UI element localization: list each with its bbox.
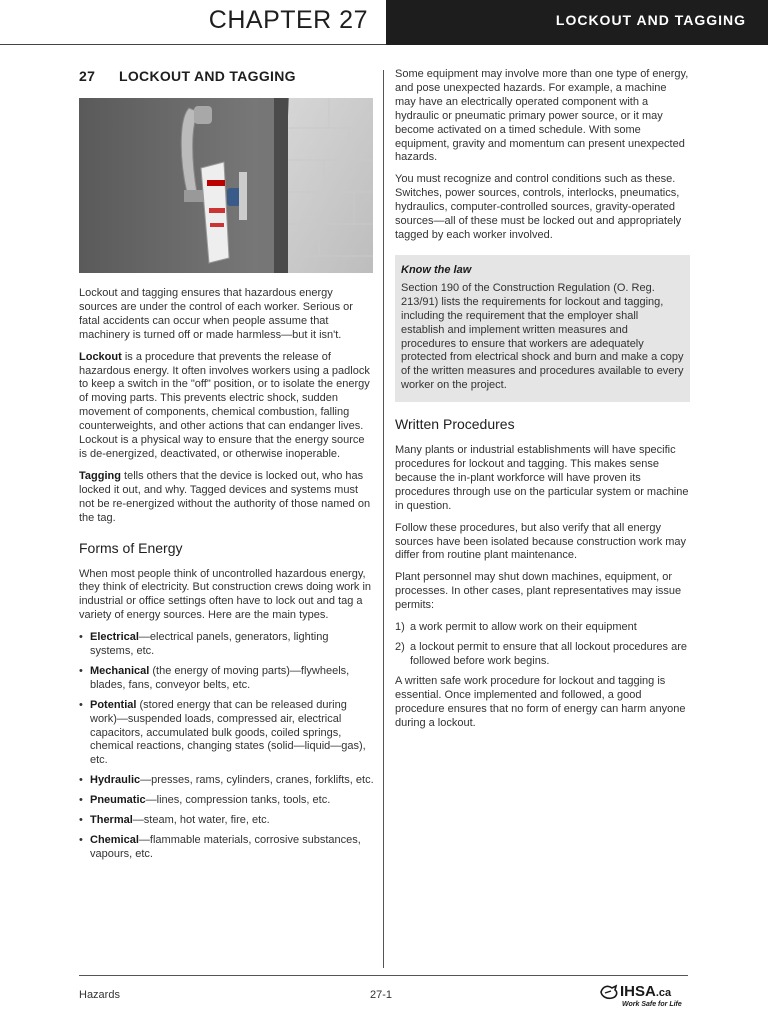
list-item [79, 699, 374, 769]
list-item-text: a lockout permit to ensure that all lockout procedures are followed before work begins. [410, 641, 687, 667]
running-title-bar [386, 0, 768, 45]
lockout-photo [79, 98, 373, 273]
list-item-text: —presses, rams, cylinders, cranes, forklifts, etc. [140, 774, 374, 787]
section-title-text: LOCKOUT AND TAGGING [119, 68, 296, 84]
logo-suffix: .ca [655, 987, 672, 999]
procedures-heading: Written Procedures [395, 416, 515, 433]
tagging-paragraph [79, 470, 374, 526]
footer-rule [79, 975, 688, 976]
procedures-paragraph-2: Follow these procedures, but also verify that all energy sources have been isolated because construction work may differ from routine plant maintenance. [395, 521, 687, 562]
list-item-term: Chemical [90, 834, 139, 846]
list-item [79, 794, 374, 808]
section-number: 27 [79, 68, 96, 84]
page-number: 27-1 [370, 989, 393, 1001]
list-item-term: Hydraulic [90, 774, 141, 787]
logo-tagline: Work Safe for Life [622, 1001, 682, 1008]
list-item [79, 834, 374, 862]
list-item-text: —steam, hot water, fire, etc. [132, 814, 270, 827]
left-column [79, 68, 374, 868]
footer-section: Hazards [79, 989, 120, 1001]
list-item [79, 631, 374, 659]
tagging-text: tells others that the device is locked out, who has locked it out, and why. Tagged devices and systems must not be re-energized without the authority of those named on the tag. [79, 469, 371, 524]
lockout-term: Lockout [79, 350, 122, 363]
list-item-text: a work permit to allow work on their equipment [410, 621, 637, 634]
section-title [79, 68, 374, 84]
lockout-photo-image [79, 98, 373, 273]
list-item-term: Potential [90, 698, 137, 711]
list-item [395, 641, 690, 669]
list-item-text: (stored energy that can be released during work)—suspended loads, compressed air, electrical capacitors, accumulated bulk goods, coiled springs, chemical reactions, changing states (solid—liquid—gas), etc. [90, 698, 366, 767]
logo-name: IHSA [620, 983, 656, 1000]
chapter-header [0, 0, 386, 45]
logo-text [620, 983, 671, 1000]
list-item-text: —lines, compression tanks, tools, etc. [145, 794, 331, 807]
law-text: Section 190 of the Construction Regulation (O. Reg. 213/91) lists the requirements for lockout and tagging, including the requirement that the employer shall establish and implement written measures and procedures to ensure that workers are adequately protected from electrical shock and burn and make a copy of the written measures and procedures available to every worker on the project. [401, 281, 684, 392]
list-item-number: 1) [395, 621, 405, 634]
procedures-paragraph-3: Plant personnel may shut down machines, equipment, or processes. In other cases, plant representatives may issue permits: [395, 571, 682, 612]
list-item-text: (the energy of moving parts)—flywheels, blades, fans, conveyor belts, etc. [90, 664, 350, 691]
list-item-term: Mechanical [90, 664, 150, 677]
lockout-paragraph [79, 351, 374, 462]
list-item-number: 2) [395, 641, 405, 653]
permit-list [395, 621, 690, 669]
forms-intro: When most people think of uncontrolled hazardous energy, they think of electricity. But construction crews doing work in industrial or office settings often have to lock out and tag a variety of energy sources. Here are the main types. [79, 567, 372, 622]
forms-heading: Forms of Energy [79, 539, 183, 556]
energy-paragraph-1: Some equipment may involve more than one type of energy, and pose unexpected hazards. For example, a machine may have an electrically operated component with a hydraulic or pneumatic primary power source, or it may become activated on a timed schedule. With some equipment, gravity and momentum can present unexpected hazards. [395, 68, 689, 164]
list-item-term: Pneumatic [90, 794, 146, 807]
list-item-text: —flammable materials, corrosive substances, vapours, etc. [90, 834, 361, 860]
right-column [395, 68, 690, 738]
list-item [79, 814, 374, 828]
know-the-law-box [395, 255, 690, 402]
column-divider [383, 70, 384, 968]
procedures-paragraph-4: A written safe work procedure for lockout and tagging is essential. Once implemented and followed, a good procedure ensures that no form of energy can harm anyone during a lockout. [395, 674, 686, 729]
intro-paragraph: Lockout and tagging ensures that hazardous energy sources are under the control of each worker. Serious or fatal accidents can occur when people assume that machinery is turned off or made harmless—but it isn't. [79, 287, 353, 341]
chapter-title: CHAPTER 27 [208, 6, 368, 34]
law-title: Know the law [401, 263, 472, 276]
energy-list [79, 631, 374, 862]
running-title: LOCKOUT AND TAGGING [555, 12, 746, 28]
tagging-term: Tagging [79, 469, 121, 482]
lockout-text: is a procedure that prevents the release of hazardous energy. It often involves workers using a padlock to keep a switch in the "off" position, or to isolate the energy of moving parts. This prevents electric shock, sudden movement of components, chemical combustion, falling counterweights, and other actions that can endanger lives. Lockout is a physical way to ensure that the energy source is de-energized, deactivated, or otherwise inoperable. [79, 350, 370, 460]
list-item [79, 665, 374, 693]
list-item [395, 621, 690, 635]
energy-paragraph-2: You must recognize and control conditions such as these. Switches, power sources, controls, interlocks, pneumatics, hydraulics, computer-controlled sources, gravity-operated sources—all of these must be locked out and appropriately tagged by each worker involved. [395, 173, 682, 241]
procedures-paragraph-1: Many plants or industrial establishments will have specific procedures for lockout and tagging. This makes sense because the in-plant workforce will have proven its procedures through use on the particular system or machine in question. [395, 444, 689, 512]
list-item-term: Thermal [90, 814, 133, 827]
hands-icon [598, 983, 620, 1001]
list-item-text: —electrical panels, generators, lighting systems, etc. [90, 631, 329, 658]
ihsa-logo [598, 983, 690, 1013]
list-item [79, 774, 374, 788]
list-item-term: Electrical [90, 631, 139, 644]
